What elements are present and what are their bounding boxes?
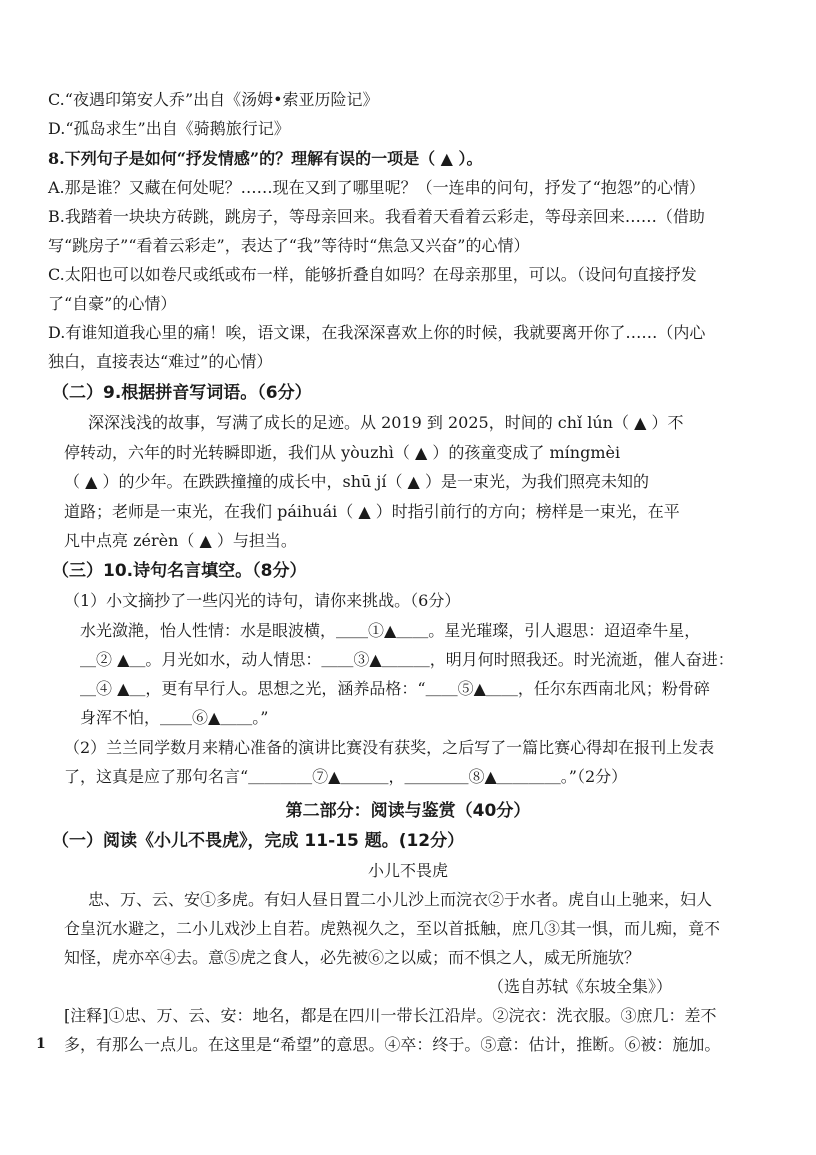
- q10-part-1-prompt: （1）小文摘抄了一些闪光的诗句，请你来挑战。（6分）: [64, 591, 461, 610]
- passage-source: （选自苏轼《东坡全集》）: [488, 977, 673, 996]
- notes-line-1: [注释]①忠、万、云、安：地名，都是在四川一带长江沿岸。②浣衣：洗衣服。③庶几：差不: [64, 1006, 717, 1025]
- q8-option-b-cont: 写“跳房子”“看着云彩走”，表达了“我”等待时“焦急又兴奋”的心情）: [48, 236, 530, 255]
- question-8-title: 8.下列句子是如何“抒发情感”的？理解有误的一项是（ ▲ ）。: [48, 149, 483, 168]
- q8-option-d-cont: 独白，直接表达“难过”的心情）: [48, 352, 273, 371]
- pinyin-passage-line-4: 道路；老师是一束光，在我们 páihuái（ ▲ ）时指引前行的方向；榜样是一束光，在平: [64, 502, 680, 521]
- passage-line-1: 忠、万、云、安①多虎。有妇人昼日置二小儿沙上而浣衣②于水者。虎自山上驰来，妇人: [88, 890, 713, 909]
- pinyin-passage-line-2: 停转动，六年的时光转瞬即逝，我们从 yòuzhì（ ▲ ）的孩童变成了 míngmèi: [64, 443, 621, 462]
- q8-option-c-cont: 了“自豪”的心情）: [48, 294, 177, 313]
- section-3-heading: （三）10.诗句名言填空。（8分）: [52, 561, 307, 581]
- passage-line-3: 知怪，虎亦卒④去。意⑤虎之食人，必先被⑥之以威；而不惧之人，威无所施欤？: [64, 948, 641, 967]
- option-c-line: C.“夜遇印第安人乔”出自《汤姆•索亚历险记》: [48, 90, 379, 109]
- part-2-heading: 第二部分：阅读与鉴赏（40分）: [285, 801, 531, 821]
- q10-part-2-line-2: 了，这真是应了那句名言“＿＿＿＿⑦▲＿＿＿，＿＿＿＿⑧▲＿＿＿＿。”（2分）: [64, 767, 628, 786]
- poetry-fill-line-2: ＿② ▲＿。月光如水，动人情思：＿＿③▲＿＿＿，明月何时照我还。时光流逝，催人奋进：: [80, 650, 734, 669]
- q8-option-d: D.有谁知道我心里的痛！唉，语文课，在我深深喜欢上你的时候，我就要离开你了……（内心: [48, 323, 706, 342]
- q10-part-2-line-1: （2）兰兰同学数月来精心准备的演讲比赛没有获奖，之后写了一篇比赛心得却在报刊上发表: [64, 738, 715, 757]
- reading-1-heading: （一）阅读《小儿不畏虎》，完成 11-15 题。(12分）: [52, 831, 465, 851]
- pinyin-passage-line-5: 凡中点亮 zérèn（ ▲ ）与担当。: [64, 531, 297, 550]
- poetry-fill-line-4: 身浑不怕，＿＿⑥▲＿＿。”: [80, 708, 269, 727]
- q8-option-c: C.太阳也可以如卷尺或纸或布一样，能够折叠自如吗？在母亲那里，可以。（设问句直接抒发: [48, 265, 697, 284]
- section-2-heading: （二）9.根据拼音写词语。（6分）: [52, 383, 312, 403]
- passage-line-2: 仓皇沉水避之，二小儿戏沙上自若。虎熟视久之，至以首抵触，庶几③其一惧，而儿痴，竟不: [64, 919, 721, 938]
- pinyin-passage-line-3: （ ▲ ）的少年。在跌跌撞撞的成长中，shū jí（ ▲ ）是一束光，为我们照亮未知的: [64, 472, 649, 491]
- q8-option-a: A.那是谁？又藏在何处呢？……现在又到了哪里呢？（一连串的问句，抒发了“抱怨”的心情）: [48, 178, 706, 197]
- passage-title: 小儿不畏虎: [367, 861, 448, 880]
- pinyin-passage-line-1: 深深浅浅的故事，写满了成长的足迹。从 2019 到 2025，时间的 chǐ lún（ ▲ ）不: [88, 413, 684, 432]
- page-number: 1: [36, 1036, 46, 1052]
- poetry-fill-line-1: 水光潋滟，怡人性情：水是眼波横，＿＿①▲＿＿。星光璀璨，引人遐思：迢迢牵牛星，: [80, 621, 701, 640]
- q8-option-b: B.我踏着一块块方砖跳，跳房子，等母亲回来。我看着天看着云彩走，等母亲回来……（借助: [48, 207, 705, 226]
- poetry-fill-line-3: ＿④ ▲＿，更有早行人。思想之光，涵养品格：“＿＿⑤▲＿＿，任尔东西南北风；粉骨碎: [80, 679, 710, 698]
- notes-line-2: 多，有那么一点儿。在这里是“希望”的意思。④卒：终于。⑤意：估计，推断。⑥被：施加。: [64, 1035, 721, 1054]
- option-d-line: D.“孤岛求生”出自《骑鹅旅行记》: [48, 119, 290, 138]
